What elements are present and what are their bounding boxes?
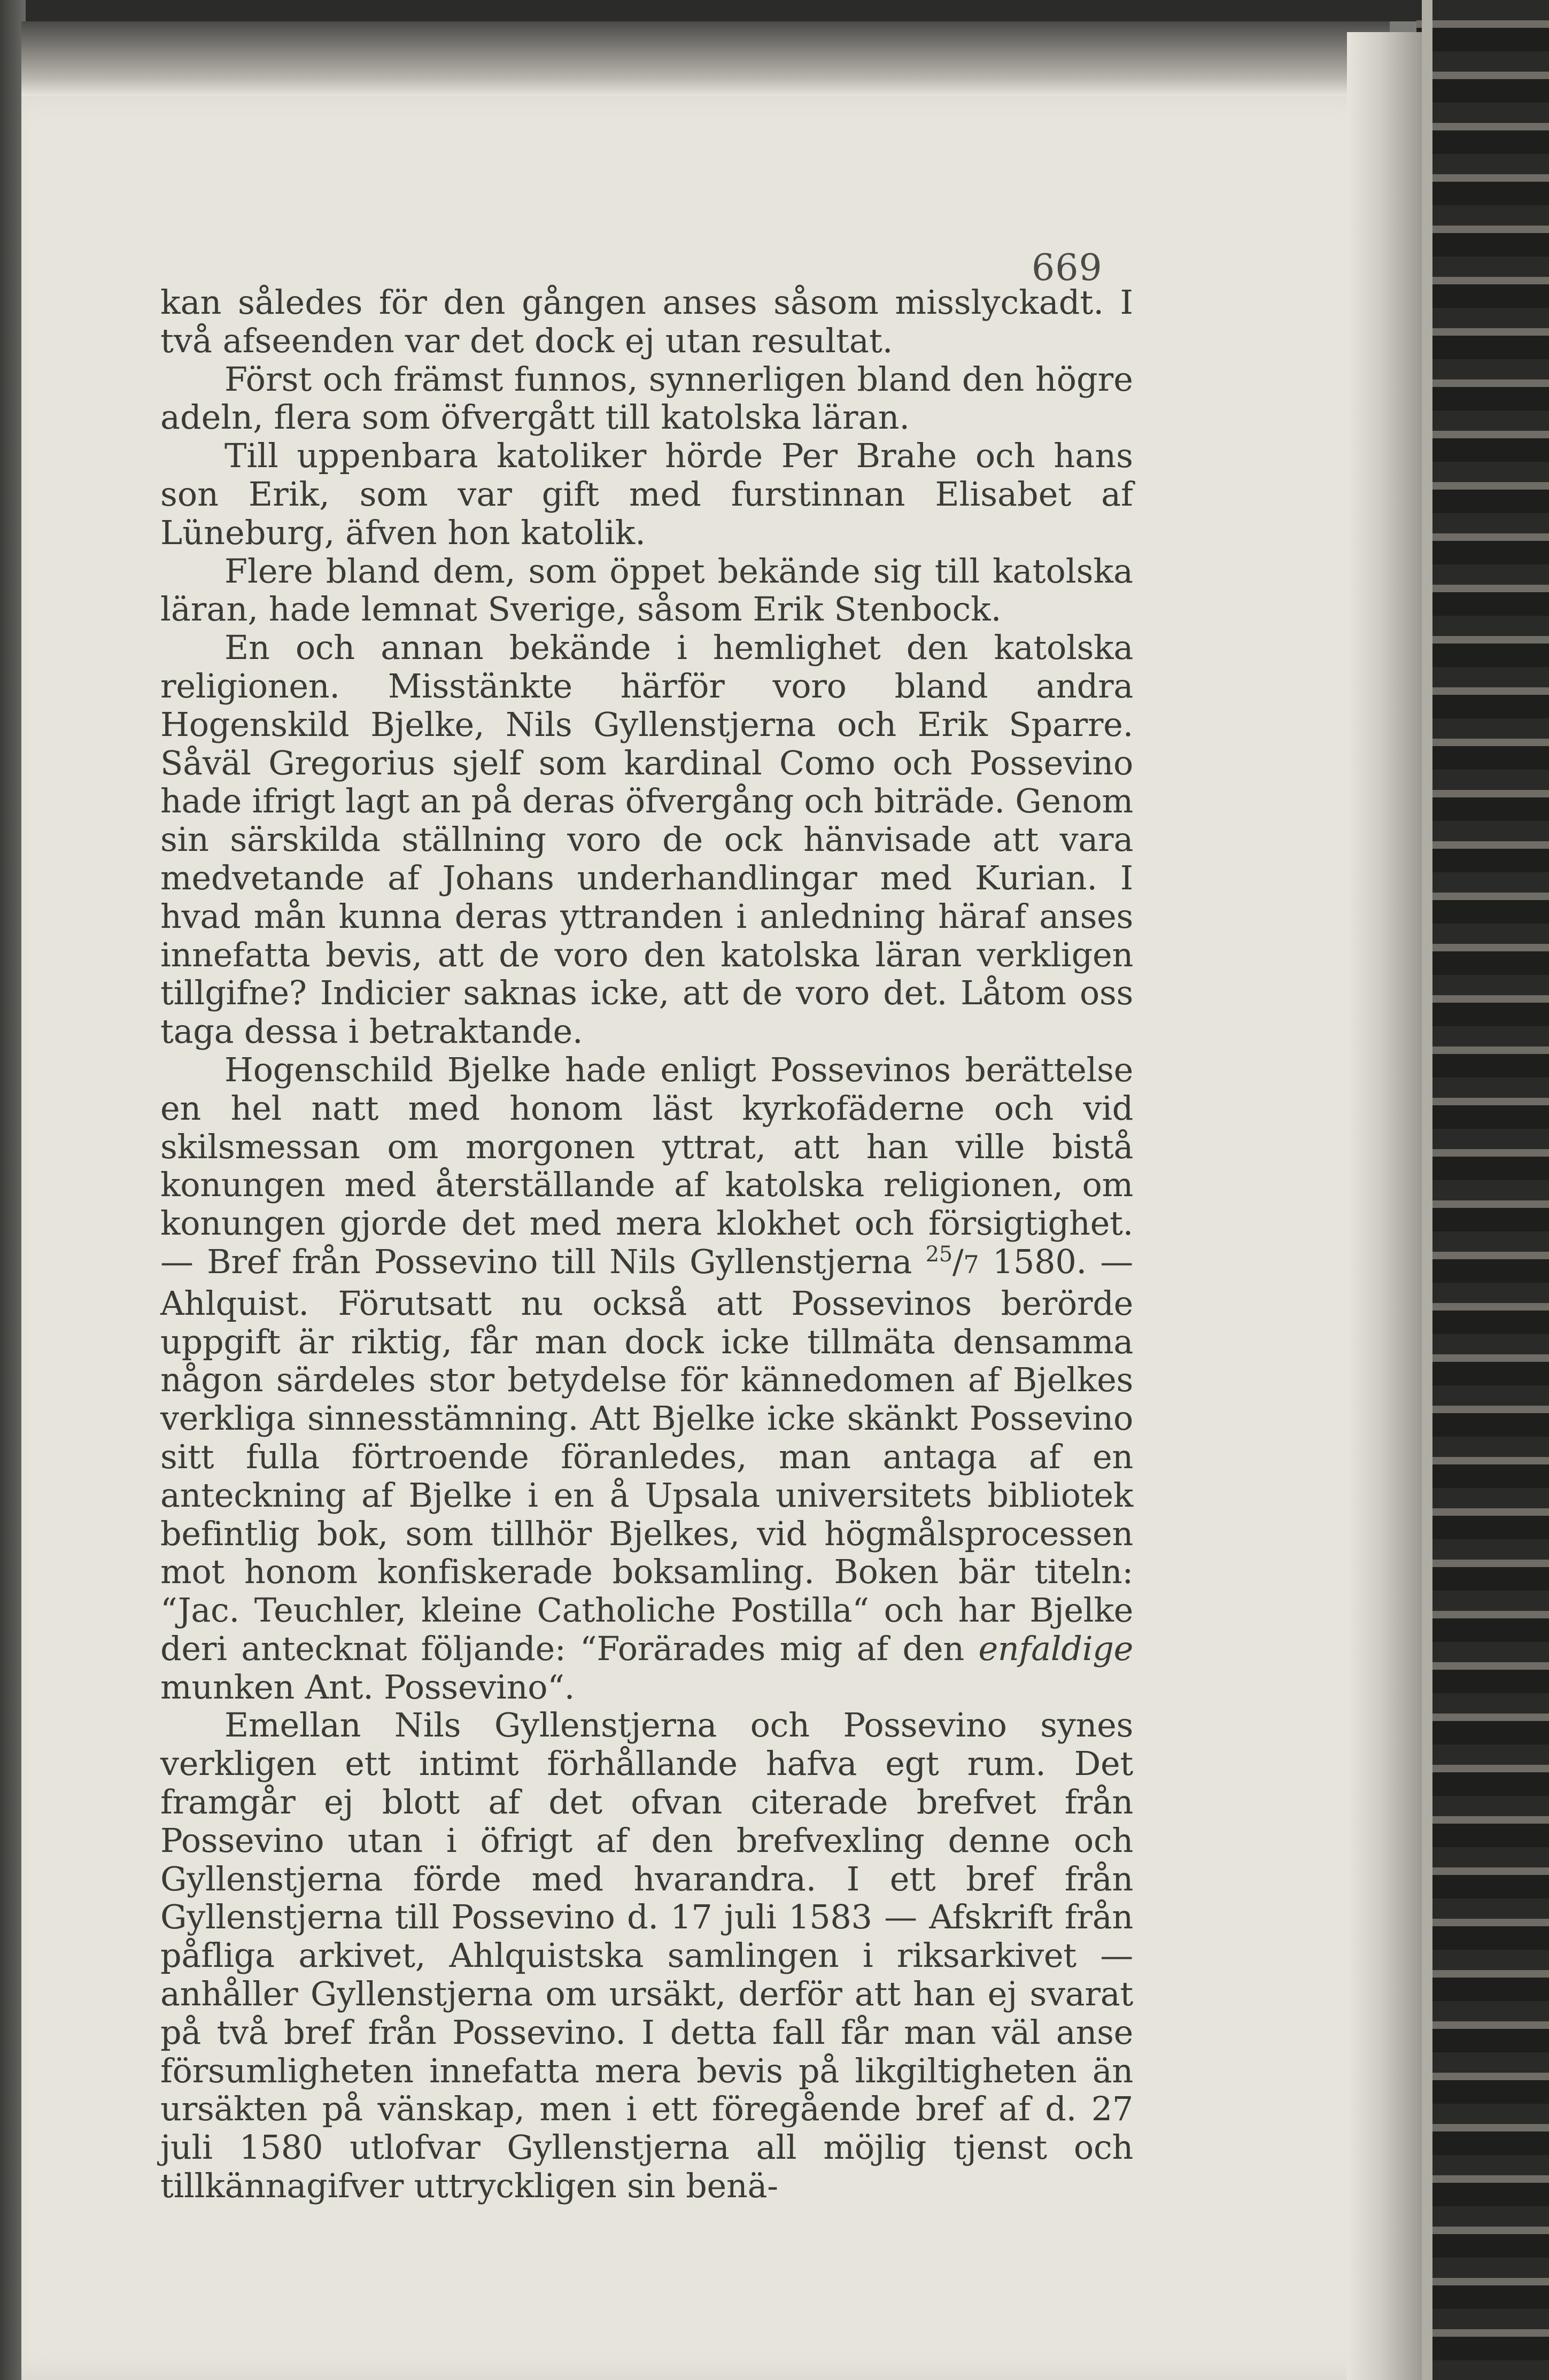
date-slash: / — [952, 1242, 964, 1281]
spine-highlight — [1422, 0, 1432, 2380]
paragraph-6 — [160, 1051, 1133, 1707]
paragraph-7: Emellan Nils Gyllenstjerna och Possevino synes verkligen ett intimt förhållande hafva egt rum. Det framgår ej blott af det ofvan citerade brefvet från Possevino utan i öfrigt af den brefvexling denne och Gyllenstjerna förde med hvarandra. I ett bref från Gyllenstjerna till Possevino d. 17 juli 1583 — Afskrift från påfliga arkivet, Ahlquistska samlingen i riksarkivet — anhåller Gyllenstjerna om ursäkt, derför att han ej svarat på två bref från Possevino. I detta fall får man väl anse försumligheten innefatta mera bevis på likgiltigheten än ursäkten på vänskap, men i ett föregående bref af d. 27 juli 1580 utlofvar Gyllenstjerna all möjlig tjenst och tillkännagifver uttryckligen sin benä- — [160, 1705, 1133, 2206]
page-top-shadow — [21, 21, 1390, 96]
paragraph-6-part-a: Hogenschild Bjelke hade enligt Possevinos berättelse en hel natt med honom läst kyrkofäderne och vid skilsmessan om morgonen yttrat, att han ville bistå konungen med återställande af katolska religionen, om konungen gjorde det med mera klokhet och försigtighet. — Bref från Possevino till Nils Gyllenstjerna — [160, 1050, 1133, 1281]
italic-word: enfaldige — [978, 1629, 1133, 1668]
page-gutter-shadow — [1347, 32, 1422, 2380]
page-number: 669 — [1032, 247, 1103, 289]
paragraph-4: Flere bland dem, som öppet bekände sig till katolska läran, hade lemnat Sverige, såsom Erik Stenbock. — [160, 551, 1133, 629]
date-month: 7 — [963, 1250, 979, 1279]
paragraph-2: Först och främst funnos, synnerligen bland den högre adeln, flera som öfvergått till katolska läran. — [160, 359, 1133, 437]
book-spine — [1416, 0, 1549, 2380]
paragraph-5: En och annan bekände i hemlighet den katolska religionen. Misstänkte härför voro bland andra Hogenskild Bjelke, Nils Gyllenstjerna och Erik Sparre. Såväl Gregorius sjelf som kardinal Como och Possevino hade ifrigt lagt an på deras öfvergång och biträde. Genom sin särskilda ställning voro de ock hänvisade att vara medvetande af Johans underhandlingar med Kurian. I hvad mån kunna deras yttranden i anledning häraf anses innefatta bevis, att de voro den katolska läran verkligen tillgifne? Indicier saknas icke, att de voro det. Låtom oss taga dessa i betraktande. — [160, 628, 1133, 1051]
paragraph-6-part-c: munken Ant. Possevino“. — [160, 1667, 575, 1707]
scan-top-edge — [0, 0, 1549, 21]
body-text — [160, 283, 1133, 2205]
paragraph-6-part-b: 1580. — Ahlquist. Förutsatt nu också att Possevinos berörde uppgift är riktig, får man dock icke tillmäta densamma någon särdeles stor betydelse för kännedomen af Bjelkes verkliga sinnesstämning. Att Bjelke icke skänkt Possevino sitt fulla förtroende föranledes, man antaga af en anteckning af Bjelke i en å Upsala universitets bibliotek befintlig bok, som tillhör Bjelkes, vid högmålsprocessen mot honom konfiskerade boksamling. Boken bär titeln: “Jac. Teuchler, kleine Catholiche Postilla“ och har Bjelke deri antecknat följande: “Forärades mig af den — [160, 1242, 1133, 1668]
paragraph-3: Till uppenbara katoliker hörde Per Brahe och hans son Erik, som var gift med furstinnan Elisabet af Lüneburg, äfven hon katolik. — [160, 436, 1133, 552]
paragraph-1: kan således för den gången anses såsom misslyckadt. I två afseenden var det dock ej utan resultat. — [160, 283, 1133, 360]
date-day-superscript: 25 — [925, 1242, 952, 1267]
